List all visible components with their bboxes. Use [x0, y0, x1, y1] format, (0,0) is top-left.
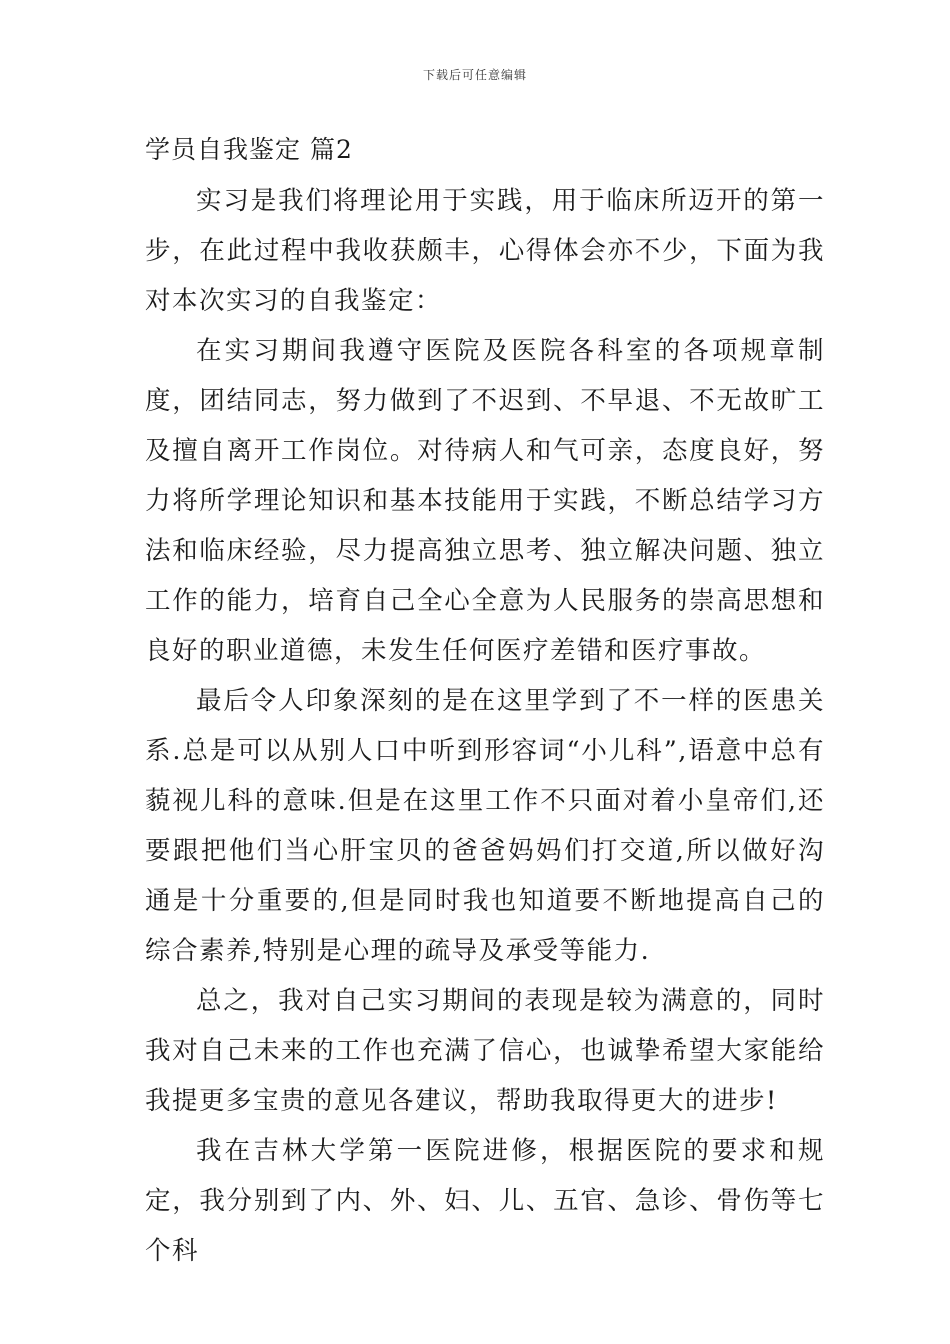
paragraph-3: 最后令人印象深刻的是在这里学到了不一样的医患关系.总是可以从别人口中听到形容词“小儿科”,语意中总有藐视儿科的意味.但是在这里工作不只面对着小皇帝们,还要跟把他们当心肝宝贝的爸爸妈妈们打交道,所以做好沟通是十分重要的,但是同时我也知道要不断地提高自己的综合素养,特别是心理的疏导及承受等能力.: [145, 686, 825, 966]
paragraph-2: 在实习期间我遵守医院及医院各科室的各项规章制度，团结同志，努力做到了不迟到、不早退、不无故旷工及擅自离开工作岗位。对待病人和气可亲，态度良好，努力将所学理论知识和基本技能用于实践，不断总结学习方法和临床经验，尽力提高独立思考、独立解决问题、独立工作的能力，培育自己全心全意为人民服务的崇高思想和良好的职业道德，未发生任何医疗差错和医疗事故。: [145, 336, 825, 666]
paragraph-5: 我在吉林大学第一医院进修，根据医院的要求和规定，我分别到了内、外、妇、儿、五官、急诊、骨伤等七个科: [145, 1136, 825, 1266]
paragraph-4: 总之，我对自己实习期间的表现是较为满意的，同时我对自己未来的工作也充满了信心，也诚挚希望大家能给我提更多宝贵的意见各建议，帮助我取得更大的进步!: [145, 986, 825, 1116]
paragraph-1: 实习是我们将理论用于实践，用于临床所迈开的第一步，在此过程中我收获颇丰，心得体会亦不少，下面为我对本次实习的自我鉴定：: [145, 186, 825, 316]
header-note: 下载后可任意编辑: [422, 68, 527, 82]
document-title: 学员自我鉴定 篇2: [145, 135, 353, 164]
document-body: [145, 128, 825, 1276]
